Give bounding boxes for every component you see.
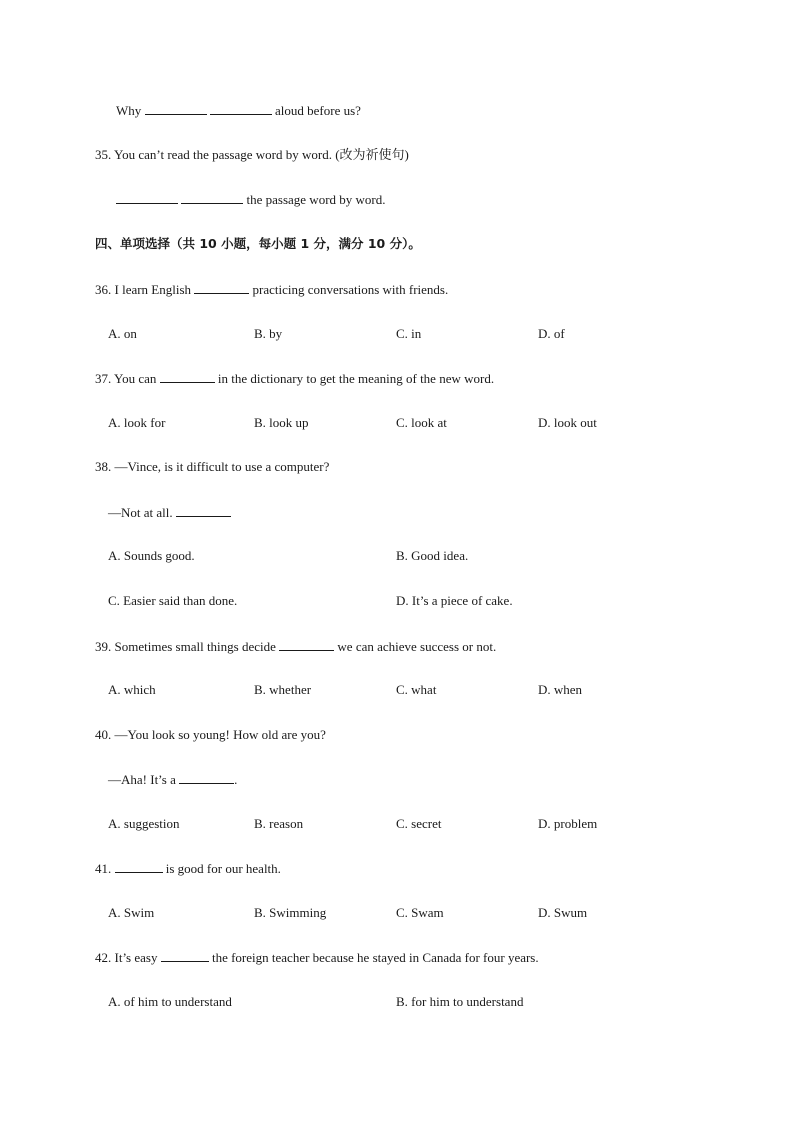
q39-stem-pre: 39. Sometimes small things decide [95, 639, 276, 654]
q37-option-d[interactable]: D. look out [538, 415, 597, 430]
q37-option-b[interactable]: B. look up [254, 415, 309, 430]
q40-response [108, 771, 237, 788]
q39-stem-post: we can achieve success or not. [337, 639, 497, 654]
q40-response-period: . [234, 772, 238, 787]
q42-stem [95, 949, 539, 966]
q36-option-c[interactable]: C. in [396, 326, 422, 341]
q34-why: Why [116, 103, 142, 118]
q39-option-d[interactable]: D. when [538, 682, 583, 697]
q42-option-a[interactable]: A. of him to understand [108, 994, 232, 1009]
q39-option-b[interactable]: B. whether [254, 682, 312, 697]
q37-stem-pre: 37. You can [95, 371, 157, 386]
q41-stem-pre: 41. [95, 861, 112, 876]
q39-option-a[interactable]: A. which [108, 682, 156, 697]
q39-option-c[interactable]: C. what [396, 682, 437, 697]
q35-stem: 35. You can’t read the passage word by word. (改为祈使句) [95, 147, 409, 162]
q36-option-a[interactable]: A. on [108, 326, 137, 341]
q34-answer-line [116, 102, 361, 119]
q36-stem-pre: 36. I learn English [95, 282, 192, 297]
q41-option-c[interactable]: C. Swam [396, 905, 444, 920]
q36-option-b[interactable]: B. by [254, 326, 283, 341]
q35-answer-line [116, 191, 386, 208]
q41-option-d[interactable]: D. Swum [538, 905, 588, 920]
q35-rest: the passage word by word. [246, 192, 386, 207]
q37-stem [95, 370, 494, 387]
answer-blank[interactable] [181, 191, 243, 204]
q42-stem-pre: 42. It’s easy [95, 950, 158, 965]
answer-blank[interactable] [176, 504, 231, 517]
q38-option-a[interactable]: A. Sounds good. [108, 548, 195, 563]
answer-blank[interactable] [194, 281, 249, 294]
answer-blank[interactable] [279, 638, 334, 651]
q38-response [108, 504, 231, 521]
answer-blank[interactable] [160, 370, 215, 383]
q36-stem [95, 281, 448, 298]
q37-option-c[interactable]: C. look at [396, 415, 447, 430]
q36-option-d[interactable]: D. of [538, 326, 565, 341]
section-heading: 四、单项选择（共 10 小题，每小题 1 分，满分 10 分）。 [95, 236, 421, 251]
q38-stem: 38. —Vince, is it difficult to use a computer? [95, 459, 330, 474]
q38-option-c[interactable]: C. Easier said than done. [108, 593, 238, 608]
answer-blank[interactable] [115, 860, 163, 873]
q40-option-b[interactable]: B. reason [254, 816, 304, 831]
q41-stem-post: is good for our health. [165, 861, 281, 876]
q40-option-d[interactable]: D. problem [538, 816, 598, 831]
answer-blank[interactable] [145, 102, 207, 115]
q38-option-b[interactable]: B. Good idea. [396, 548, 469, 563]
answer-blank[interactable] [179, 771, 234, 784]
q40-option-c[interactable]: C. secret [396, 816, 442, 831]
q37-stem-post: in the dictionary to get the meaning of the new word. [217, 371, 495, 386]
q42-option-b[interactable]: B. for him to understand [396, 994, 524, 1009]
q40-response-text: —Aha! It’s a [108, 772, 176, 787]
q40-option-a[interactable]: A. suggestion [108, 816, 180, 831]
answer-blank[interactable] [116, 191, 178, 204]
answer-blank[interactable] [161, 949, 209, 962]
q37-option-a[interactable]: A. look for [108, 415, 166, 430]
q41-option-b[interactable]: B. Swimming [254, 905, 327, 920]
q38-option-d[interactable]: D. It’s a piece of cake. [396, 593, 513, 608]
answer-blank[interactable] [210, 102, 272, 115]
q41-stem [95, 860, 281, 877]
q34-rest: aloud before us? [275, 103, 361, 118]
q40-stem: 40. —You look so young! How old are you? [95, 727, 326, 742]
q41-option-a[interactable]: A. Swim [108, 905, 155, 920]
q39-stem [95, 638, 496, 655]
q36-stem-post: practicing conversations with friends. [252, 282, 449, 297]
q38-response-text: —Not at all. [108, 505, 173, 520]
q42-stem-post: the foreign teacher because he stayed in Canada for four years. [211, 950, 539, 965]
